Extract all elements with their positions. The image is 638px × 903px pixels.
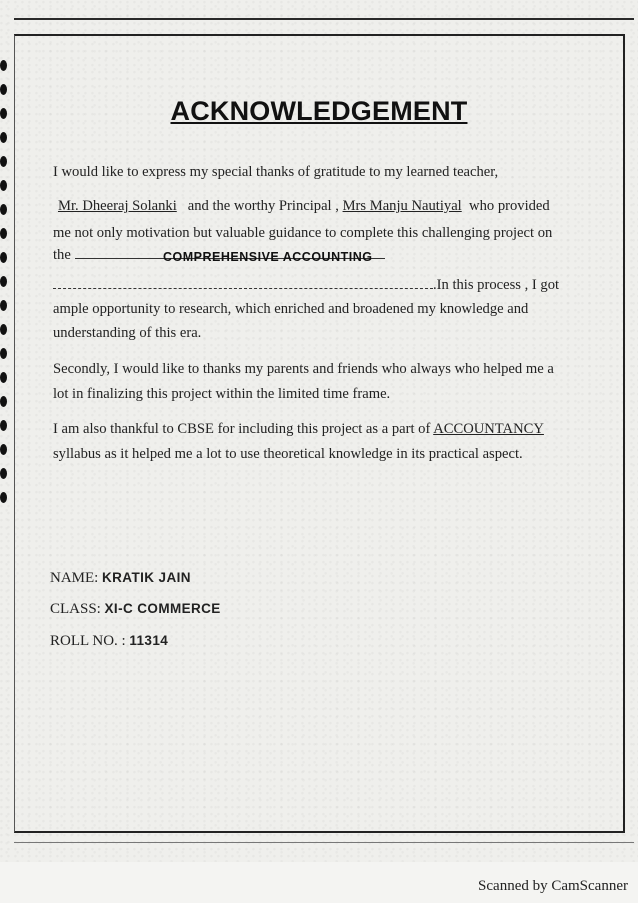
para3-line1 xyxy=(53,421,544,438)
second-blank-line xyxy=(53,276,433,289)
word-the: the xyxy=(53,247,71,263)
principal-name: Mrs Manju Nautiyal xyxy=(342,198,462,214)
process-text: .In this process , I got xyxy=(433,277,560,293)
para3-line1-start: I am also thankful to CBSE for including this project as a part of xyxy=(53,421,431,437)
subject-name: ACCOUNTANCY xyxy=(433,421,544,437)
para2-line2: lot in finalizing this project within the limited time frame. xyxy=(53,386,391,402)
para1-line3: me not only motivation but valuable guidance to complete this challenging project on xyxy=(53,225,553,241)
class-value: XI-C COMMERCE xyxy=(104,601,221,616)
para1-line2 xyxy=(58,198,550,215)
bottom-rule xyxy=(14,842,634,843)
teacher-name: Mr. Dheeraj Solanki xyxy=(58,198,177,214)
class-label: CLASS: xyxy=(50,601,101,617)
name-label: NAME: xyxy=(50,570,99,586)
para1-line1: I would like to express my special thanks of gratitude to my learned teacher, xyxy=(53,164,499,180)
class-field xyxy=(50,601,221,618)
roll-label: ROLL NO. : xyxy=(50,633,126,649)
camscanner-watermark: Scanned by CamScanner xyxy=(478,878,628,894)
top-rule xyxy=(14,18,634,20)
para1-line6: understanding of this era. xyxy=(53,325,202,341)
roll-value: 11314 xyxy=(129,633,169,648)
para1-line4b xyxy=(53,276,559,294)
para1-line2-end: who provided xyxy=(469,198,550,214)
para1-line2-mid: and the worthy Principal , xyxy=(187,198,339,214)
project-title: COMPREHENSIVE ACCOUNTING xyxy=(163,250,373,264)
name-field xyxy=(50,570,191,587)
para1-line5: ample opportunity to research, which enriched and broadened my knowledge and xyxy=(53,301,529,317)
spiral-binding-holes xyxy=(0,0,12,520)
para3-line2: syllabus as it helped me a lot to use theoretical knowledge in its practical aspect. xyxy=(53,446,523,462)
roll-field xyxy=(50,633,168,650)
page-title: ACKNOWLEDGEMENT xyxy=(170,96,468,126)
para2-line1: Secondly, I would like to thanks my parents and friends who always who helped me a xyxy=(53,361,554,377)
name-value: KRATIK JAIN xyxy=(102,570,191,585)
